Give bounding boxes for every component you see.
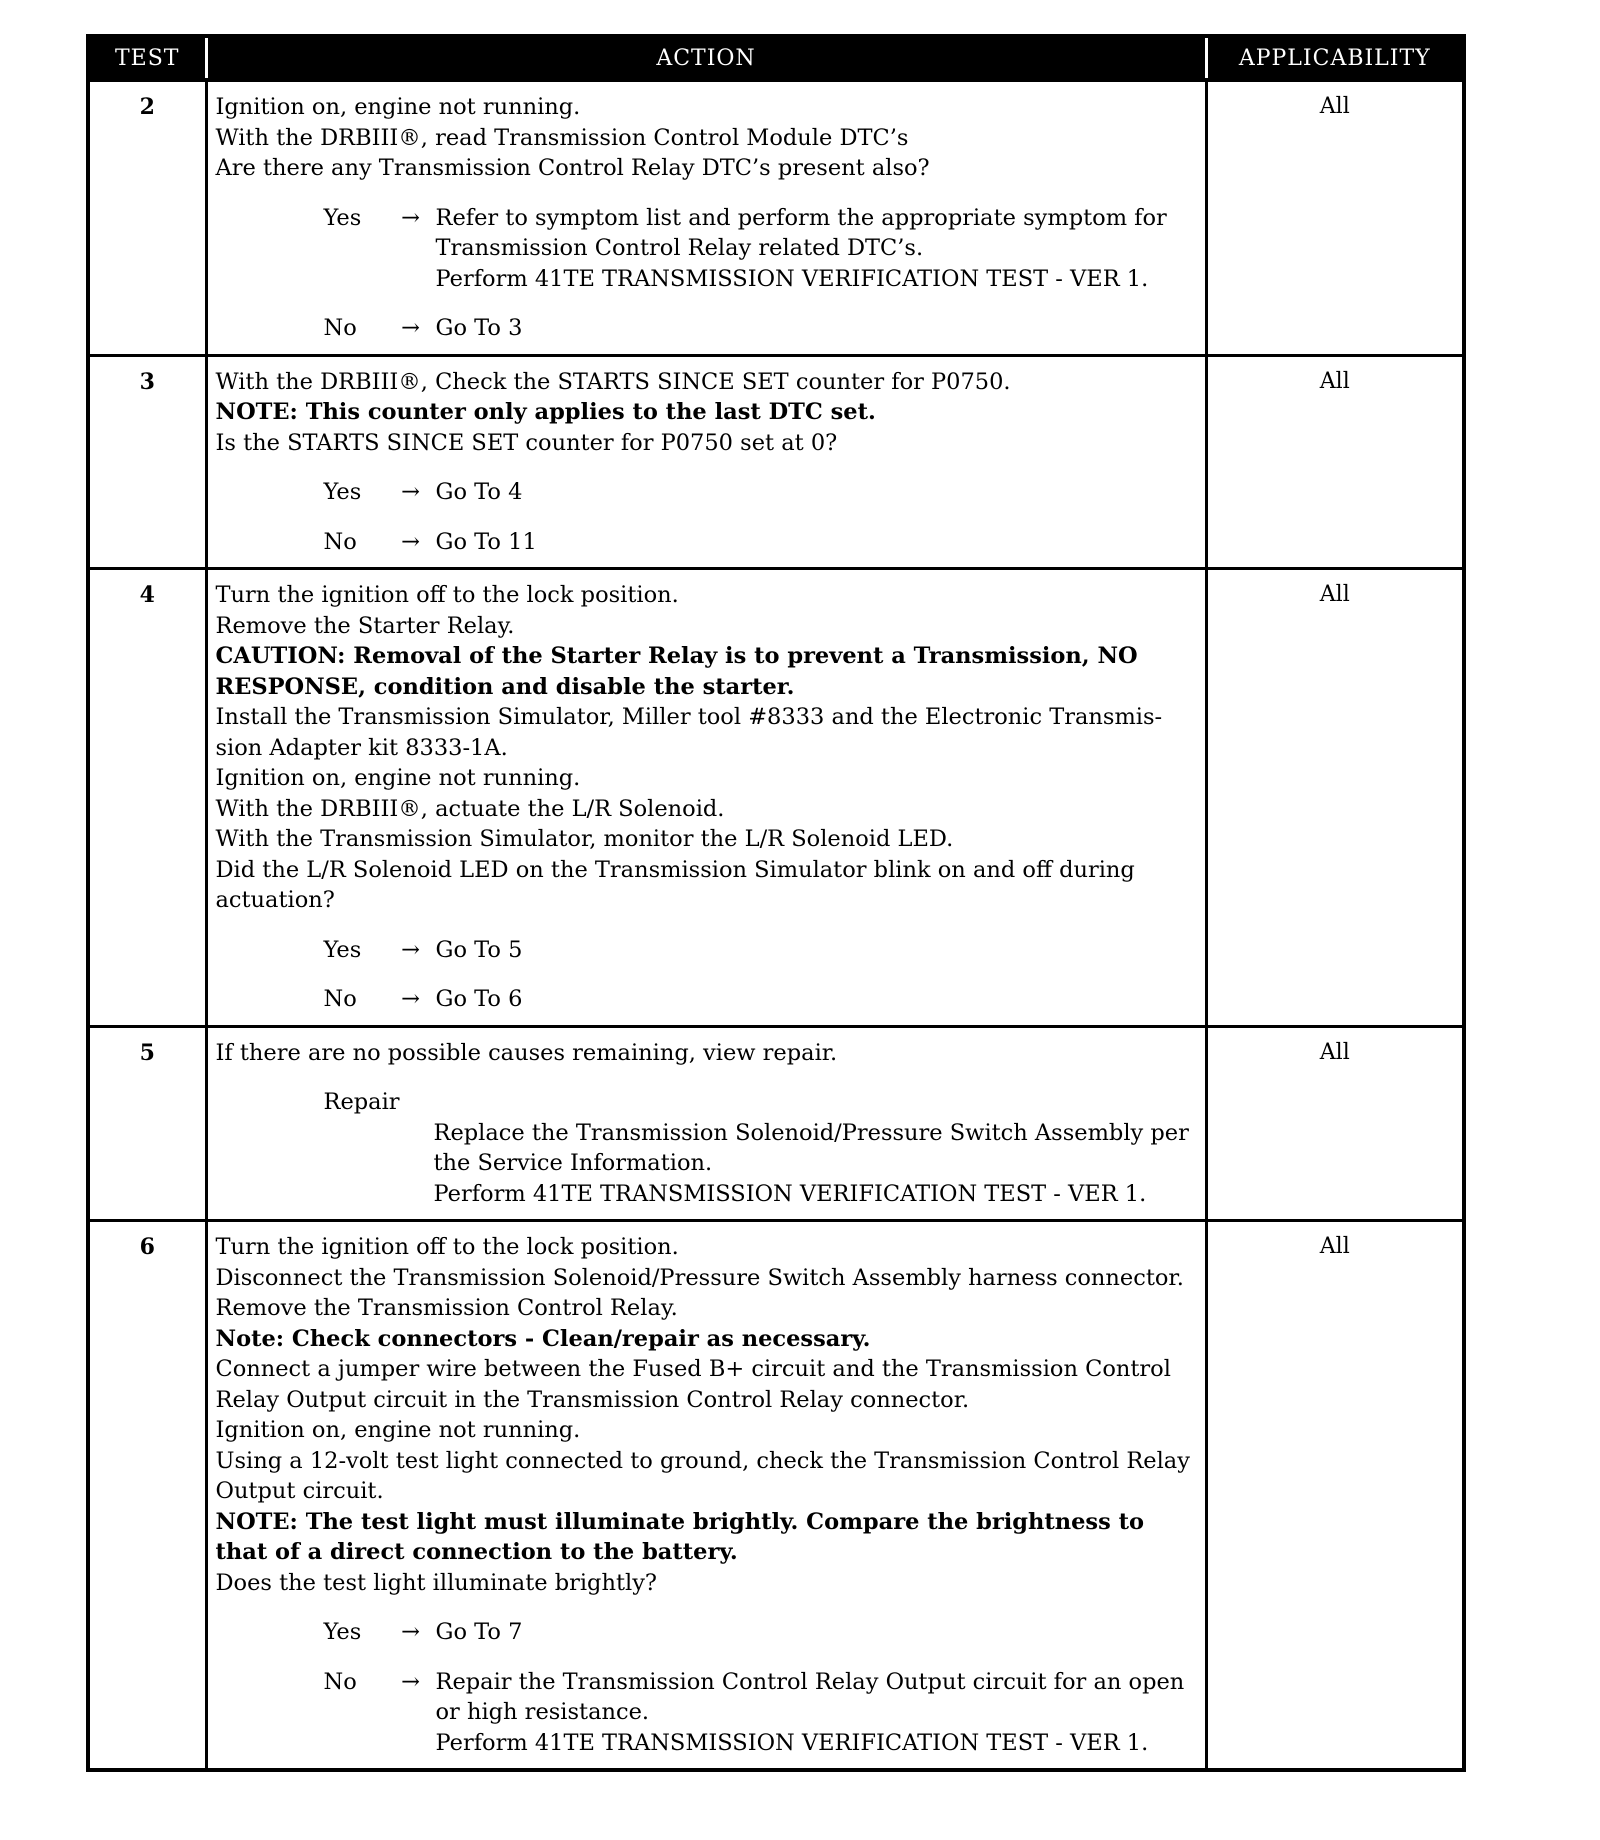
action-line: Disconnect the Transmission Solenoid/Pressure Switch Assembly harness connector. <box>215 1264 1184 1291</box>
action-line: Is the STARTS SINCE SET counter for P0750 set at 0? <box>215 429 838 456</box>
test-number: 6 <box>88 1221 206 1771</box>
table-header-row <box>88 36 1464 80</box>
action-line: sion Adapter kit 8333-1A. <box>215 734 508 761</box>
answer-no <box>216 984 1197 1015</box>
action-line: Connect a jumper wire between the Fused B+ circuit and the Transmission Control <box>215 1356 1171 1382</box>
result-line: Transmission Control Relay related DTC’s. <box>435 235 924 261</box>
arrow-icon: → <box>401 986 420 1012</box>
test-number: 3 <box>88 355 206 569</box>
test-row-6 <box>88 1221 1464 1771</box>
action-line: If there are no possible causes remaining, view repair. <box>215 1039 838 1066</box>
action-line: With the DRBIII®, read Transmission Control Module DTC’s <box>215 124 909 151</box>
diagnostic-test-table <box>86 34 1466 1772</box>
answer-result <box>436 527 1197 558</box>
answer-result <box>436 477 1197 508</box>
answer-yes <box>216 203 1197 295</box>
action-cell <box>206 1026 1206 1221</box>
header-action: ACTION <box>206 36 1206 80</box>
result-line: Go To 11 <box>435 528 537 555</box>
answer-no <box>216 527 1197 558</box>
applicability-cell: All <box>1206 1221 1464 1771</box>
result-line: Perform 41TE TRANSMISSION VERIFICATION TEST - VER 1. <box>435 265 1149 292</box>
header-applicability: APPLICABILITY <box>1206 36 1464 80</box>
action-line: Install the Transmission Simulator, Miller tool #8333 and the Electronic Transmis- <box>215 704 1163 730</box>
answer-label: Yes <box>323 1619 362 1645</box>
applicability-cell: All <box>1206 569 1464 1027</box>
action-line: actuation? <box>215 887 335 913</box>
test-row-5 <box>88 1026 1464 1221</box>
header-test: TEST <box>88 36 206 80</box>
test-number: 4 <box>88 569 206 1027</box>
result-line: Repair the Transmission Control Relay Output circuit for an open <box>435 1668 1185 1695</box>
answer-label: No <box>323 528 357 555</box>
answer-label: Yes <box>323 936 362 963</box>
repair-line: Replace the Transmission Solenoid/Pressure Switch Assembly per <box>433 1119 1189 1146</box>
repair-line: the Service Information. <box>433 1150 713 1176</box>
applicability-cell: All <box>1206 1026 1464 1221</box>
arrow-icon: → <box>401 479 420 505</box>
action-line: Turn the ignition off to the lock position. <box>215 1234 679 1260</box>
note-line: that of a direct connection to the battery. <box>215 1539 738 1565</box>
arrow-icon: → <box>401 528 420 555</box>
test-number: 5 <box>88 1026 206 1221</box>
caution-line: RESPONSE, condition and disable the starter. <box>215 673 795 700</box>
arrow-icon: → <box>401 1619 420 1645</box>
result-line: Go To 4 <box>435 479 523 505</box>
action-line: Turn the ignition off to the lock position. <box>215 582 679 608</box>
repair-label: Repair <box>323 1089 400 1115</box>
result-line: Go To 5 <box>435 936 523 963</box>
test-row-4 <box>88 569 1464 1027</box>
action-cell <box>206 355 1206 569</box>
action-line: Did the L/R Solenoid LED on the Transmission Simulator blink on and off during <box>215 856 1135 883</box>
answer-yes <box>216 935 1197 966</box>
test-row-3 <box>88 355 1464 569</box>
action-cell <box>206 1221 1206 1771</box>
action-line: Output circuit. <box>215 1478 384 1504</box>
action-line: Are there any Transmission Control Relay DTC’s present also? <box>215 155 930 181</box>
action-line: Ignition on, engine not running. <box>215 94 581 120</box>
answer-label: No <box>323 315 357 341</box>
answer-no <box>216 313 1197 344</box>
arrow-icon: → <box>401 936 420 963</box>
answer-result <box>436 1667 1197 1759</box>
result-line: or high resistance. <box>435 1699 650 1725</box>
answer-label: No <box>323 986 357 1012</box>
answer-yes <box>216 1617 1197 1648</box>
action-cell <box>206 569 1206 1027</box>
answer-label: No <box>323 1668 357 1695</box>
answer-result <box>436 935 1197 966</box>
action-line: Ignition on, engine not running. <box>215 765 581 791</box>
test-number: 2 <box>88 80 206 355</box>
action-line: With the DRBIII®, Check the STARTS SINCE SET counter for P0750. <box>215 368 1011 395</box>
action-line: Remove the Transmission Control Relay. <box>215 1295 678 1321</box>
arrow-icon: → <box>401 315 420 341</box>
answer-result <box>436 313 1197 344</box>
action-line: Using a 12-volt test light connected to ground, check the Transmission Control Relay <box>215 1447 1190 1474</box>
action-line: Does the test light illuminate brightly? <box>215 1569 657 1596</box>
result-line: Go To 7 <box>435 1619 523 1645</box>
answer-result <box>436 1617 1197 1648</box>
action-line: Remove the Starter Relay. <box>215 612 515 639</box>
action-line: Relay Output circuit in the Transmission Control Relay connector. <box>215 1386 970 1413</box>
result-line: Go To 6 <box>435 986 523 1012</box>
repair-line: Perform 41TE TRANSMISSION VERIFICATION TEST - VER 1. <box>433 1180 1147 1207</box>
answer-label: Yes <box>323 479 362 505</box>
note-line: NOTE: This counter only applies to the last DTC set. <box>215 399 876 425</box>
answer-no <box>216 1667 1197 1759</box>
action-line: With the DRBIII®, actuate the L/R Solenoid. <box>215 795 725 822</box>
arrow-icon: → <box>401 1668 420 1695</box>
arrow-icon: → <box>401 204 420 231</box>
result-line: Go To 3 <box>435 315 523 341</box>
answer-yes <box>216 477 1197 508</box>
caution-line: CAUTION: Removal of the Starter Relay is to prevent a Transmission, NO <box>215 643 1138 669</box>
result-line: Perform 41TE TRANSMISSION VERIFICATION TEST - VER 1. <box>435 1729 1149 1756</box>
answer-result <box>436 203 1197 295</box>
applicability-cell: All <box>1206 355 1464 569</box>
answer-result <box>436 984 1197 1015</box>
result-line: Refer to symptom list and perform the appropriate symptom for <box>435 204 1167 231</box>
test-row-2 <box>88 80 1464 355</box>
answer-label: Yes <box>323 204 362 231</box>
applicability-cell: All <box>1206 80 1464 355</box>
action-line: Ignition on, engine not running. <box>215 1417 581 1443</box>
note-line: Note: Check connectors - Clean/repair as necessary. <box>215 1325 871 1352</box>
action-line: With the Transmission Simulator, monitor the L/R Solenoid LED. <box>215 826 954 852</box>
note-line: NOTE: The test light must illuminate brightly. Compare the brightness to <box>215 1508 1144 1535</box>
action-cell <box>206 80 1206 355</box>
